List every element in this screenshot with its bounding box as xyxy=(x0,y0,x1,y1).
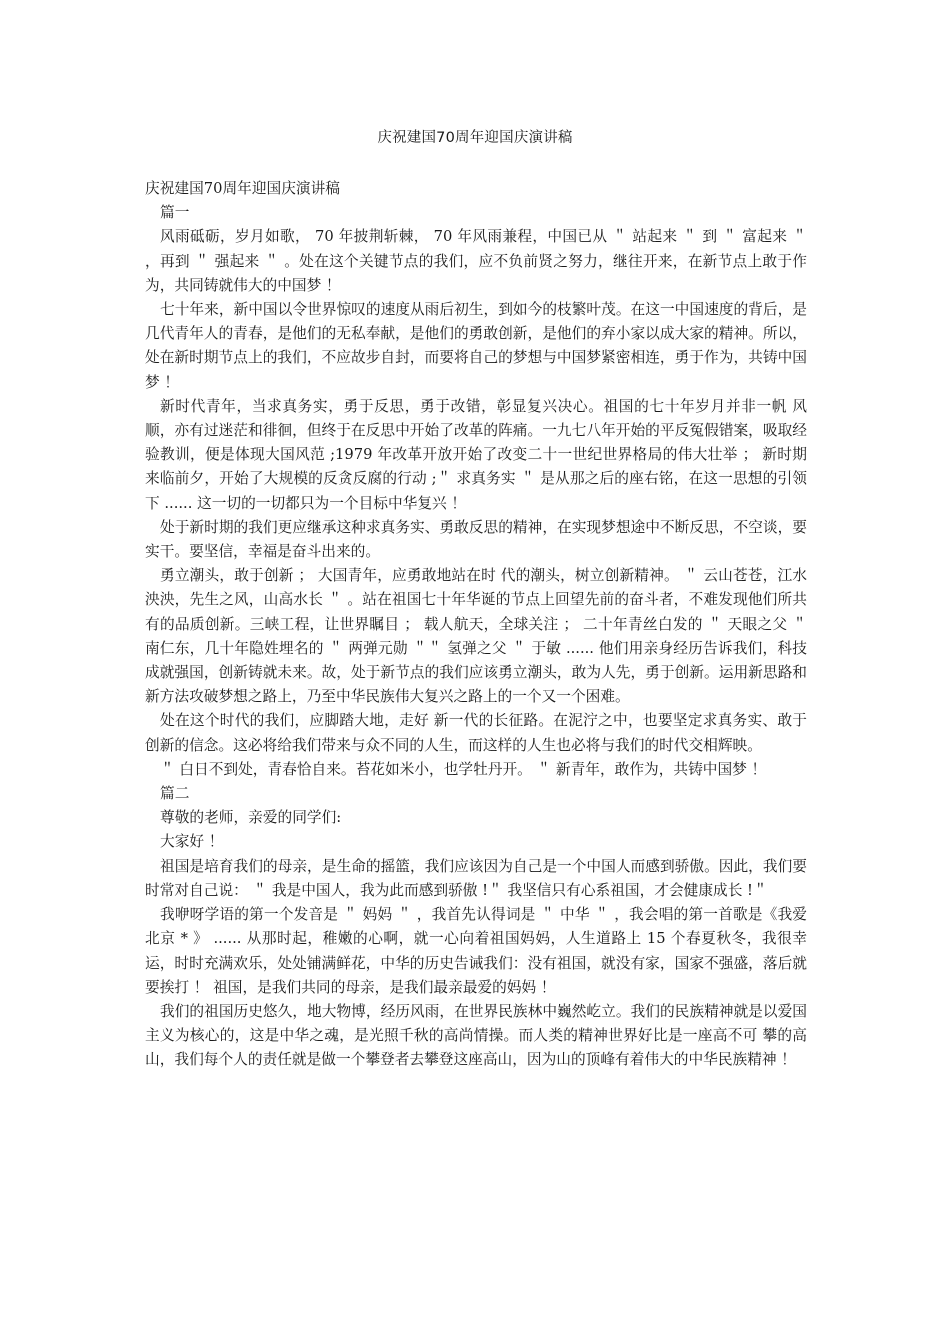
paragraph: 风雨砥砺，岁月如歌， 70 年披荆斩棘， 70 年风雨兼程，中国已从 ＂ 站起来 ＂ 到 ＂ 富起来 ＂ ，再到 ＂ 强起来 ＂ 。处在这个关键节点的我们，应不负前贤之努力，继往开来，在新节点上敢于作为，共同铸就伟大的中国梦 ！ xyxy=(145,228,807,294)
greeting-hello: 大家好 ！ xyxy=(160,833,224,851)
paragraph: 祖国是培育我们的母亲，是生命的摇篮，我们应该因为自己是一个中国人而感到骄傲。因此，我们要时常对自己说： ＂ 我是中国人，我为此而感到骄傲 !＂ 我坚信只有心系祖国，才会健康成长 !＂ xyxy=(145,857,807,899)
paragraph: 七十年来，新中国以令世界惊叹的速度从雨后初生，到如今的枝繁叶茂。在这一中国速度的背后，是几代青年人的青春，是他们的无私奉献，是他们的勇敢创新，是他们的弃小家以成大家的精神。所以，处在新时期节点上的我们，不应故步自封，而要将自己的梦想与中国梦紧密相连，勇于作为，共铸中国梦 ！ xyxy=(145,301,807,391)
paragraph: 我们的祖国历史悠久，地大物博，经历风雨，在世界民族林中巍然屹立。我们的民族精神就是以爱国主义为核心的，这是中华之魂，是光照千秋的高尚情操。而人类的精神世界好比是一座高不可 攀的高山，我们每个人的责任就是做一个攀登者去攀登这座高山，因为山的顶峰有着伟大的中华民族精神 ！ xyxy=(145,1002,807,1069)
paragraph: ＂ 白日不到处，青春恰自来。苔花如米小，也学牡丹开。 ＂ 新青年，敢作为，共铸中国梦 ！ xyxy=(160,760,767,778)
section-heading-1: 篇一 xyxy=(160,204,190,222)
page-title: 庆祝建国70周年迎国庆演讲稿 xyxy=(377,130,573,146)
paragraph: 勇立潮头，敢于创新 ； 大国青年，应勇敢地站在时 代的潮头，树立创新精神。 ＂ 云山苍苍，江水泱泱，先生之风，山高水长 ＂ 。站在祖国七十年华诞的节点上回望先前的奋斗者，不难发现他们所共有的品质创新。三峡工程，让世界瞩目 ； 载人航天，全球关注 ； 二十年青丝白发的 ＂ 天眼之父 ＂ 南仁东，几十年隐姓埋名的 ＂ 两弹元勋 ＂＂ 氢弹之父 ＂ 于敏 ...... 他们用亲身经历告诉我们，科技成就强国，创新铸就未来。故，处于新节点的我们应该勇立潮头，敢为人先，勇于创新。运用新思路和新方法攻破梦想之路上，乃至中华民族伟大复兴之路上的一个又一个困难。 xyxy=(145,567,807,706)
paragraph: 处在这个时代的我们，应脚踏大地，走好 新一代的长征路。在泥泞之中，也要坚定求真务实、敢于创新的信念。这必将给我们带来与众不同的人生，而这样的人生也必将与我们的时代交相辉映。 xyxy=(145,712,807,754)
greeting: 尊敬的老师，亲爱的同学们: xyxy=(160,809,342,827)
document-subtitle: 庆祝建国70周年迎国庆演讲稿 xyxy=(145,180,340,197)
document-body xyxy=(145,177,807,1073)
paragraph: 新时代青年，当求真务实，勇于反思，勇于改错，彰显复兴决心。祖国的七十年岁月并非一帆 风顺，亦有过迷茫和徘徊，但终于在反思中开始了改革的阵痛。一九七八年开始的平反冤假错案，吸取经验教训，便是体现大国风范 ;1979 年改革开放开始了改变二十一世纪世界格局的伟大壮举 ； 新时期来临前夕，开始了大规模的反贪反腐的行动 ;＂ 求真务实 ＂ 是从那之后的座右铭，在这一思想的引领下 ...... 这一切的一切都只为一个目标中华复兴 ！ xyxy=(145,397,807,512)
paragraph: 处于新时期的我们更应继承这种求真务实、勇敢反思的精神，在实现梦想途中不断反思，不空谈，要实干。要坚信，幸福是奋斗出来的。 xyxy=(145,518,807,561)
paragraph: 我咿呀学语的第一个发音是 ＂ 妈妈 ＂ ，我首先认得词是 ＂ 中华 ＂ ，我会唱的第一首歌是《我爱北京 * 》 ...... 从那时起，稚嫩的心啊，就一心向着祖国妈妈，人生道路上 15 个春夏秋冬，我很幸运，时时充满欢乐，处处铺满鲜花，中华的历史告诫我们：没有祖国，就没有家，国家不强盛，落后就要挨打 ！ 祖国，是我们共同的母亲，是我们最亲最爱的妈妈 ！ xyxy=(145,906,807,996)
section-heading-2: 篇二 xyxy=(160,785,190,803)
